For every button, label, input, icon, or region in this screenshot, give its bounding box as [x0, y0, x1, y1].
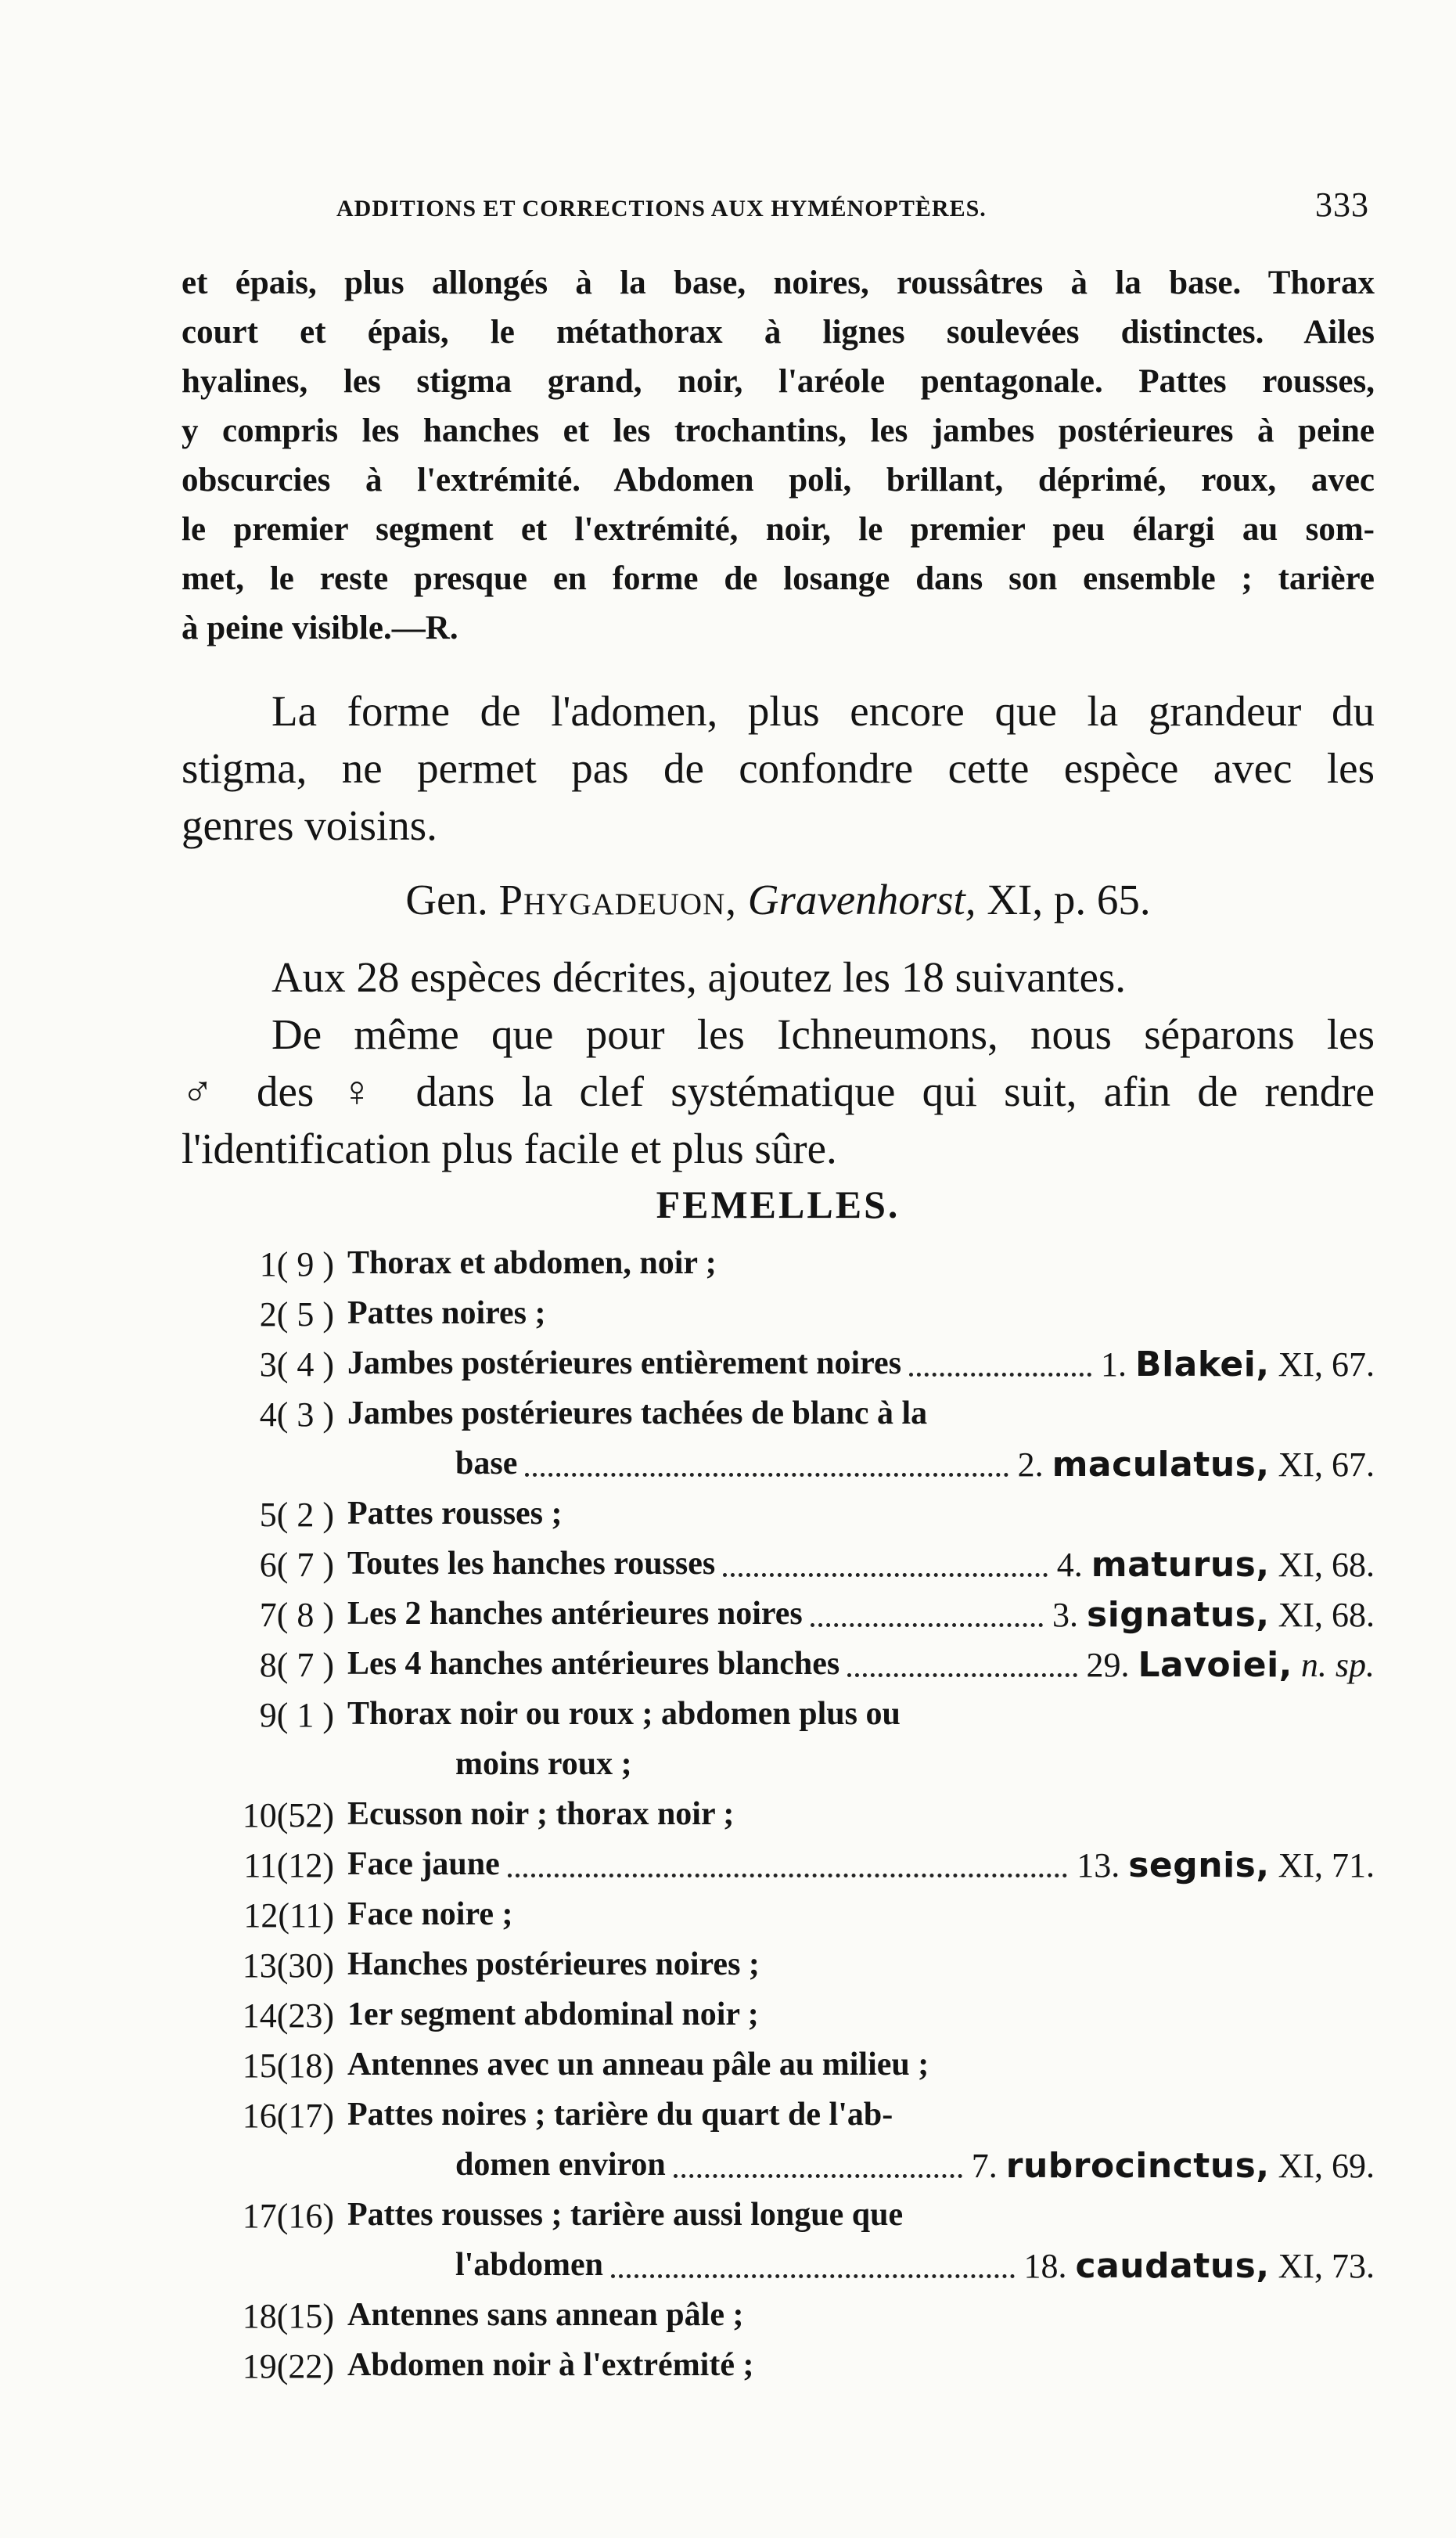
text-line: hyalines, les stigma grand, noir, l'aréole pentagonale. Pattes rousses, — [182, 363, 1375, 400]
key-row — [182, 1345, 1375, 1395]
key-description: 1er segment abdominal noir ; — [347, 1996, 759, 2032]
key-result — [1087, 1645, 1375, 1685]
dot-leader — [723, 1534, 1048, 1577]
key-row — [182, 1695, 1375, 1745]
key-couplet-number: 17(16) — [242, 2197, 334, 2235]
remark-paragraph — [182, 682, 1375, 854]
dot-leader — [611, 2235, 1015, 2278]
dot-leader — [674, 2135, 962, 2178]
species-reference: XI, 71. — [1278, 1846, 1375, 1885]
key-row-continuation — [182, 1445, 1375, 1495]
species-reference: XI, 67. — [1278, 1445, 1375, 1484]
key-row — [182, 1946, 1375, 1996]
key-result — [1024, 2246, 1375, 2286]
key-couplet-number: 18(15) — [242, 2297, 334, 2335]
key-couplet-number: 5( 2 ) — [259, 1496, 334, 1534]
text-line: à peine visible.—R. — [182, 610, 458, 646]
key-row — [182, 1545, 1375, 1595]
key-result — [1077, 1845, 1375, 1885]
key-result — [1057, 1545, 1375, 1585]
key-row — [182, 1244, 1375, 1294]
species-number: 18. — [1023, 2247, 1067, 2285]
key-description: base — [455, 1445, 518, 1481]
key-result — [1101, 1345, 1375, 1384]
key-couplet-number: 1( 9 ) — [259, 1245, 334, 1283]
species-description — [182, 258, 1375, 653]
key-couplet-number: 13(30) — [242, 1946, 334, 1985]
key-description: Les 2 hanches antérieures noires — [347, 1596, 803, 1632]
genus-reference: XI, p. 65. — [987, 876, 1151, 923]
species-reference: XI, 73. — [1278, 2247, 1375, 2285]
species-reference: n. sp. — [1300, 1646, 1375, 1684]
key-result — [1018, 1445, 1375, 1485]
key-couplet-number: 15(18) — [242, 2047, 334, 2085]
key-couplet-number: 4( 3 ) — [259, 1395, 334, 1434]
page-number: 333 — [1315, 185, 1369, 224]
dot-leader — [508, 1834, 1067, 1877]
key-row-continuation — [182, 2246, 1375, 2296]
species-number: 29. — [1086, 1646, 1130, 1684]
text-line: met, le reste presque en forme de losange dans son ensemble ; tarière — [182, 560, 1375, 597]
key-couplet-number: 12(11) — [243, 1896, 334, 1935]
section-title: FEMELLES. — [656, 1183, 901, 1226]
key-couplet-number: 19(22) — [242, 2347, 334, 2385]
species-number: 7. — [971, 2147, 998, 2185]
species-name: maculatus, — [1052, 1445, 1270, 1485]
key-description: Antennes sans annean pâle ; — [347, 2297, 744, 2333]
key-description: Pattes rousses ; tarière aussi longue que — [347, 2197, 904, 2233]
key-couplet-number: 8( 7 ) — [259, 1646, 334, 1684]
key-row — [182, 1996, 1375, 2046]
species-name: caudatus, — [1075, 2246, 1270, 2286]
key-description: Les 4 hanches antérieures blanches — [347, 1646, 840, 1682]
key-couplet-number: 3( 4 ) — [259, 1345, 334, 1384]
key-couplet-number: 16(17) — [242, 2097, 334, 2135]
text-line: stigma, ne permet pas de confondre cette espèce avec les — [182, 744, 1375, 792]
genus-prefix: Gen. — [405, 876, 488, 923]
species-reference: XI, 68. — [1278, 1546, 1375, 1584]
species-reference: XI, 69. — [1278, 2147, 1375, 2185]
key-description: Face jaune — [347, 1846, 500, 1882]
key-description: Abdomen noir à l'extrémité ; — [347, 2347, 754, 2383]
key-row-continuation — [182, 1745, 1375, 1795]
genus-author: Gravenhorst, — [747, 876, 976, 923]
species-reference: XI, 68. — [1278, 1596, 1375, 1634]
key-row-continuation — [182, 2146, 1375, 2196]
running-head — [336, 185, 1369, 232]
key-description: Hanches postérieures noires ; — [347, 1946, 760, 1982]
key-description: moins roux ; — [455, 1746, 632, 1782]
genus-name: Phygadeuon, — [498, 876, 738, 923]
text-line: y compris les hanches et les trochantins, les jambes postérieures à peine — [182, 412, 1375, 449]
key-row — [182, 2296, 1375, 2346]
key-row — [182, 2346, 1375, 2396]
key-description: Thorax noir ou roux ; abdomen plus ou — [347, 1696, 901, 1732]
species-number: 1. — [1101, 1345, 1127, 1384]
species-reference: XI, 67. — [1278, 1345, 1375, 1384]
species-number: 3. — [1052, 1596, 1079, 1634]
dot-leader — [909, 1334, 1091, 1377]
species-name: rubrocinctus, — [1005, 2146, 1270, 2186]
key-couplet-number: 6( 7 ) — [259, 1546, 334, 1584]
species-name: signatus, — [1087, 1595, 1270, 1635]
key-couplet-number: 9( 1 ) — [259, 1696, 334, 1734]
key-description: Pattes rousses ; — [347, 1496, 563, 1532]
key-row — [182, 1294, 1375, 1345]
key-description: Pattes noires ; — [347, 1295, 546, 1331]
key-description: Jambes postérieures tachées de blanc à la — [347, 1395, 928, 1431]
key-couplet-number: 2( 5 ) — [259, 1295, 334, 1334]
species-name: Blakei, — [1135, 1345, 1270, 1384]
key-description: Jambes postérieures entièrement noires — [347, 1345, 902, 1381]
text-line: De même que pour les Ichneumons, nous séparons les — [271, 1010, 1375, 1058]
key-row — [182, 1595, 1375, 1645]
species-number: 2. — [1017, 1445, 1044, 1484]
key-couplet-number: 14(23) — [242, 1996, 334, 2035]
key-row — [182, 2046, 1375, 2096]
key-description: Toutes les hanches rousses — [347, 1546, 716, 1582]
species-name: maturus, — [1091, 1545, 1270, 1585]
text-line: obscurcies à l'extrémité. Abdomen poli, brillant, déprimé, roux, avec — [182, 462, 1375, 499]
key-couplet-number: 7( 8 ) — [259, 1596, 334, 1634]
species-name: segnis, — [1128, 1845, 1270, 1885]
dot-leader — [525, 1434, 1008, 1477]
genus-heading — [182, 875, 1375, 924]
dot-leader — [847, 1634, 1077, 1677]
key-couplet-number: 11(12) — [243, 1846, 334, 1885]
identification-key — [182, 1244, 1375, 2396]
text-line: et épais, plus allongés à la base, noires, roussâtres à la base. Thorax — [182, 265, 1375, 301]
text-line: genres voisins. — [182, 801, 437, 849]
key-description: domen environ — [455, 2147, 666, 2183]
key-couplet-number: 10(52) — [242, 1796, 334, 1834]
key-description: Pattes noires ; tarière du quart de l'ab- — [347, 2097, 893, 2133]
intro-paragraph — [182, 949, 1375, 1177]
key-result — [1052, 1595, 1375, 1635]
key-description: l'abdomen — [455, 2247, 604, 2283]
text-line: Aux 28 espèces décrites, ajoutez les 18 suivantes. — [271, 953, 1127, 1001]
species-number: 13. — [1077, 1846, 1120, 1885]
key-description: Face noire ; — [347, 1896, 513, 1932]
species-number: 4. — [1056, 1546, 1083, 1584]
key-description: Thorax et abdomen, noir ; — [347, 1245, 717, 1281]
text-line: l'identification plus facile et plus sûre. — [182, 1125, 837, 1172]
text-line: le premier segment et l'extrémité, noir, le premier peu élargi au som- — [182, 511, 1375, 548]
key-description: Ecusson noir ; thorax noir ; — [347, 1796, 735, 1832]
key-row — [182, 1895, 1375, 1946]
species-name: Lavoiei, — [1138, 1645, 1292, 1685]
key-result — [972, 2146, 1375, 2186]
text-line: La forme de l'adomen, plus encore que la grandeur du — [271, 687, 1375, 735]
dot-leader — [811, 1584, 1043, 1627]
text-line: ♂ des ♀ dans la clef systématique qui suit, afin de rendre — [182, 1067, 1375, 1115]
text-line: court et épais, le métathorax à lignes soulevées distinctes. Ailes — [182, 314, 1375, 351]
key-row — [182, 1845, 1375, 1895]
key-description: Antennes avec un anneau pâle au milieu ; — [347, 2047, 929, 2083]
running-head-title: ADDITIONS ET CORRECTIONS AUX HYMÉNOPTÈRES. — [336, 196, 987, 221]
key-row — [182, 1645, 1375, 1695]
